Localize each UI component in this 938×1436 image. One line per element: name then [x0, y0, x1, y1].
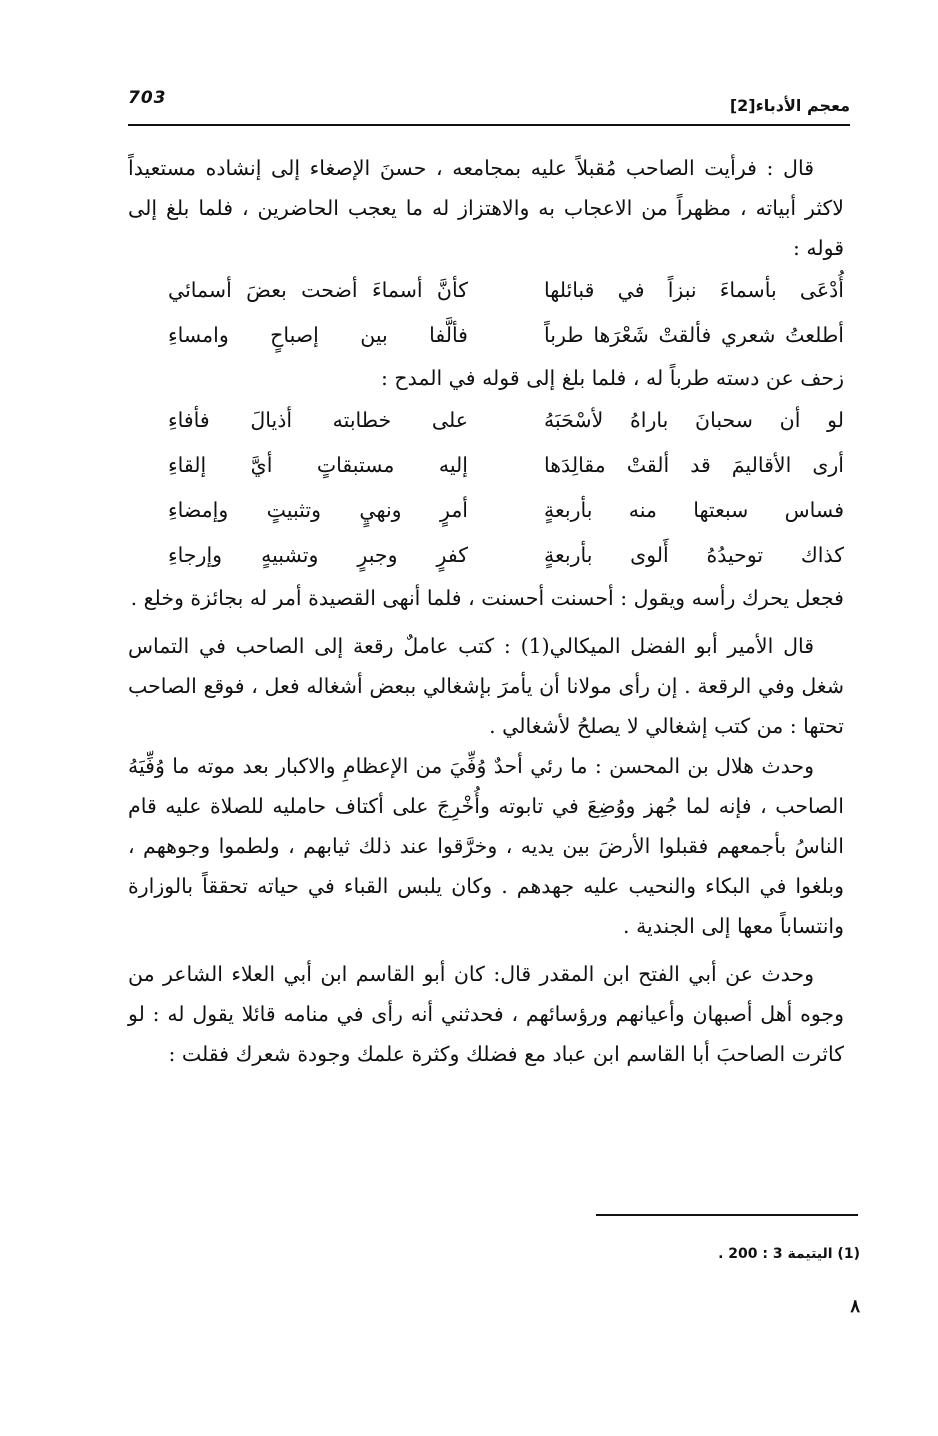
verse-1-first-hemistich: أُدْعَى بأسماءَ نبزاً في قبائلها	[544, 278, 844, 302]
footnote: (1) اليتيمة 3 : 200 .	[718, 1246, 860, 1262]
verse-2	[128, 313, 844, 358]
running-title: معجم الأدباء[2]	[729, 96, 850, 115]
page-number: 703	[128, 88, 167, 108]
paragraph-5: وحدث هلال بن المحسن : ما رئي أحدٌ وُفِّيَ من الإعظامِ والاكبار بعد موته ما وُفِّيَهُ الصاحب ، فإنه لما جُهز ووُضِعَ في تابوته وأُخْرِجَ على أكتاف حامليه للصلاة عليه قام الناسُ بأجمعهم فقبلوا الأرضَ بين يديه ، وخرَّقوا عند ذلك ثيابهم ، ولطموا وجوههم ، وبلغوا في البكاء والنحيب عليه جهدهم . وكان يلبس القباء في حياته تحققاً بالوزارة وانتساباً معها إلى الجندية .	[128, 754, 844, 938]
verse-2-second-hemistich: فألَّفا بين إصباحٍ وامساءِ	[168, 323, 468, 347]
verse-5	[128, 488, 844, 533]
paragraph-2: زحف عن دسته طرباً له ، فلما بلغ إلى قوله في المدح :	[380, 366, 844, 390]
verse-6-second-hemistich: كفرٍ وجبرٍ وتشبيهٍ وإرجاءِ	[168, 543, 468, 567]
paragraph-1: قال : فرأيت الصاحب مُقبلاً عليه بمجامعه ، حسنَ الإصغاء إلى إنشاده مستعيداً لاكثر أبياته ، مظهراً من الاعجاب به والاهتزاز له ما يعجب الحاضرين ، فلما بلغ إلى قوله :	[128, 156, 844, 260]
paragraph-6: وحدث عن أبي الفتح ابن المقدر قال: كان أبو القاسم ابن أبي العلاء الشاعر من وجوه أهل أصبهان وأعيانهم ورؤسائهم ، فحدثني أنه رأى في منامه قائلا يقول له : لو كاثرت الصاحبَ أبا القاسم ابن عباد مع فضلك وكثرة علمك وجودة شعرك فقلت :	[128, 962, 844, 1066]
verse-5-second-hemistich: أمرٍ ونهيٍ وتثبيتٍ وإمضاءِ	[168, 498, 468, 522]
verse-6-first-hemistich: كذاك توحيدُهُ أَلوى بأربعةٍ	[544, 543, 844, 567]
verse-2-first-hemistich: أطلعتُ شعري فألقتْ شَعْرَها طرباً	[544, 323, 844, 347]
verse-3-first-hemistich: لو أن سحبانَ باراهُ لأسْحَبَهُ	[544, 408, 844, 432]
signature-mark: ٨	[850, 1296, 860, 1317]
verse-1	[128, 268, 844, 313]
verse-1-second-hemistich: كأنَّ أسماءَ أضحت بعضَ أسمائي	[168, 278, 468, 302]
main-text	[128, 148, 844, 1074]
verse-4-first-hemistich: أرى الأقاليمَ قد ألقتْ مقالِدَها	[544, 453, 844, 477]
verse-6	[128, 533, 844, 578]
verse-3-second-hemistich: على خطابته أذيالَ فأفاءِ	[168, 408, 468, 432]
paragraph-4: قال الأمير أبو الفضل الميكالي(1) : كتب عاملٌ رقعة إلى الصاحب في التماس شغل وفي الرقعة . إن رأى مولانا أن يأمرَ بإشغالي ببعض أشغاله فعل ، فوقع الصاحب تحتها : من كتب إشغالي لا يصلحُ لأشغالي .	[128, 634, 844, 738]
verse-3	[128, 398, 844, 443]
verse-4	[128, 443, 844, 488]
page-header	[128, 88, 850, 122]
header-rule	[128, 124, 850, 126]
verse-5-first-hemistich: فساس سبعتها منه بأربعةٍ	[544, 498, 844, 522]
footnote-rule	[596, 1214, 858, 1216]
verse-4-second-hemistich: إليه مستبقاتٍ أيَّ إلقاءِ	[168, 453, 468, 477]
paragraph-3: فجعل يحرك رأسه ويقول : أحسنت أحسنت ، فلما أنهى القصيدة أمر له بجائزة وخلع .	[130, 586, 844, 610]
